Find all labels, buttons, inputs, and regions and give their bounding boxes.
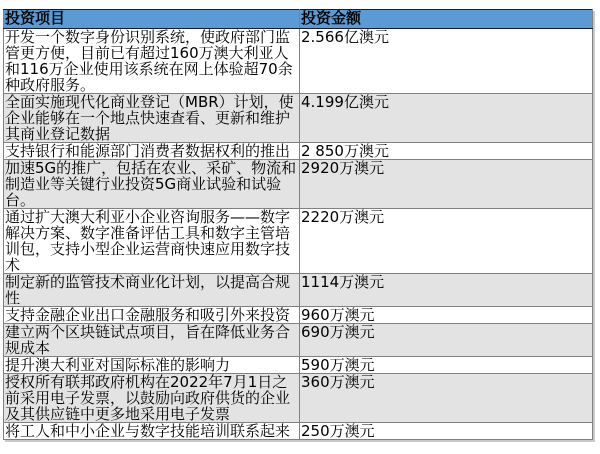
table-row <box>4 374 593 423</box>
table-row <box>4 357 593 374</box>
table-row <box>4 324 593 357</box>
amount-cell: 960万澳元 <box>300 307 593 324</box>
amount-cell: 690万澳元 <box>300 324 593 357</box>
project-cell: 提升澳大利亚对国际标准的影响力 <box>4 357 300 374</box>
amount-cell: 2.566亿澳元 <box>300 29 593 94</box>
table-row <box>4 209 593 274</box>
header-investment-project: 投资项目 <box>4 10 300 29</box>
table-row <box>4 29 593 94</box>
project-cell: 建立两个区块链试点项目，旨在降低业务合规成本 <box>4 324 300 357</box>
table-row <box>4 274 593 307</box>
project-cell: 开发一个数字身份识别系统，使政府部门监管更方便，目前已有超过160万澳大利亚人和116万企业使用该系统在网上体验超70余种政府服务。 <box>4 29 300 94</box>
table-row <box>4 94 593 143</box>
amount-cell: 4.199亿澳元 <box>300 94 593 143</box>
amount-cell: 590万澳元 <box>300 357 593 374</box>
project-cell: 加速5G的推广，包括在农业、采矿、物流和制造业等关键行业投资5G商业试验和试验台。 <box>4 160 300 209</box>
table-row <box>4 423 593 440</box>
investment-table <box>3 9 593 440</box>
project-cell: 支持银行和能源部门消费者数据权利的推出 <box>4 143 300 160</box>
project-cell: 将工人和中小企业与数字技能培训联系起来 <box>4 423 300 440</box>
table-header-row <box>4 10 593 29</box>
project-cell: 授权所有联邦政府机构在2022年7月1日之前采用电子发票，以鼓励向政府供货的企业及其供应链中更多地采用电子发票 <box>4 374 300 423</box>
project-cell: 制定新的监管技术商业化计划，以提高合规性 <box>4 274 300 307</box>
project-cell: 通过扩大澳大利亚小企业咨询服务——数字解决方案、数字准备评估工具和数字主管培训包，支持小型企业运营商快速应用数字技术 <box>4 209 300 274</box>
amount-cell: 2220万澳元 <box>300 209 593 274</box>
table-header <box>4 10 593 29</box>
amount-cell: 2920万澳元 <box>300 160 593 209</box>
amount-cell: 2 850万澳元 <box>300 143 593 160</box>
table-row <box>4 307 593 324</box>
amount-cell: 1114万澳元 <box>300 274 593 307</box>
project-cell: 全面实施现代化商业登记（MBR）计划，使企业能够在一个地点快速查看、更新和维护其商业登记数据 <box>4 94 300 143</box>
table-row <box>4 143 593 160</box>
table-body <box>4 29 593 440</box>
table-row <box>4 160 593 209</box>
amount-cell: 360万澳元 <box>300 374 593 423</box>
header-investment-amount: 投资金额 <box>300 10 593 29</box>
project-cell: 支持金融企业出口金融服务和吸引外来投资 <box>4 307 300 324</box>
investment-table-container <box>3 9 593 440</box>
amount-cell: 250万澳元 <box>300 423 593 440</box>
